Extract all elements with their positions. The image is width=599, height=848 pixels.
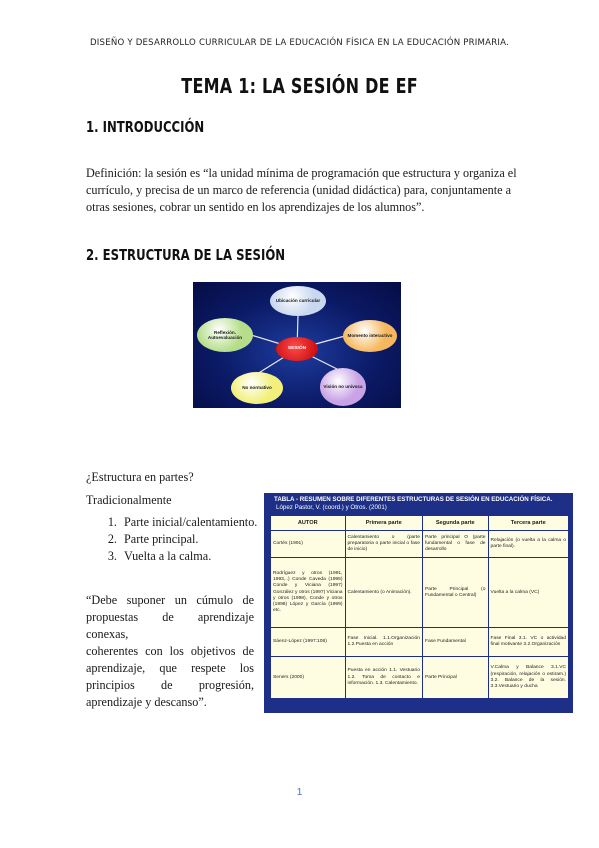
diagram-node-curricular: Ubicación curricular [270, 286, 326, 316]
table-cell: Vuelta a la calma (VC) [488, 558, 568, 628]
quote-line: coherentes con los objetivos de [86, 644, 254, 658]
table-cell: Parte Principal (o Fundamental o Central) [422, 558, 488, 628]
column-header: AUTOR [271, 516, 346, 531]
table-row [271, 531, 569, 558]
page-title: TEMA 1: LA SESIÓN DE EF [181, 74, 418, 98]
table-cell: Rodríguez y otros (1991, 1993,..) Conde Caveda (1995) Conde y Viciana (1997) González y otros (1997) Viciana y otros (1998), Conde y otros (1998) López y García (1999) etc. [271, 558, 346, 628]
table-cell: Fase Inicial. 1.1.Organización 1.2.Puesta en acción [345, 628, 422, 657]
question-text: ¿Estructura en partes? [86, 470, 194, 484]
table-cell: Seners (2000) [271, 657, 346, 699]
page-number: 1 [296, 787, 303, 798]
list-item: 1. Parte inicial/calentamiento. [120, 514, 257, 531]
page-header: DISEÑO Y DESARROLLO CURRICULAR DE LA EDUCACIÓN FÍSICA EN LA EDUCACIÓN PRIMARIA. [89, 38, 509, 48]
column-header: Segunda parte [422, 516, 488, 531]
column-header: Tercera parte [488, 516, 568, 531]
parts-list [100, 514, 257, 565]
definition-line: otras sesiones, cobrar un sentido en los aprendizajes de los alumnos”. [86, 200, 425, 214]
table-row [271, 628, 569, 657]
quote-line: aprendizaje y descanso”. [86, 695, 207, 709]
column-header: Primera parte [345, 516, 422, 531]
diagram-node-reflection: Reflexión. Autoevaluación [197, 318, 253, 352]
definition-line: Definición: la sesión es “la unidad mínima de programación que estructura y organiza el [86, 166, 517, 180]
definition-paragraph [86, 165, 526, 216]
quote-line: propuestas de aprendizaje conexas, [86, 610, 254, 641]
table-cell: Fase Fundamental [422, 628, 488, 657]
section-heading-introduction: 1. INTRODUCCIÓN [86, 118, 205, 136]
table-cell: Puesta en acción 1.1. Vestuario 1.2. Toma de contacto e información. 1.3. Calentamiento. [345, 657, 422, 699]
quote-line: aprendizaje, que respete los [86, 661, 254, 675]
list-item: 3. Vuelta a la calma. [120, 548, 257, 565]
table-cell: Calentamiento o (parte preparatoria o parte inicial o fase de inicio) [345, 531, 422, 558]
table-cell: Fase Final 3.1. VC o actividad final motivante 3.2.Organización [488, 628, 568, 657]
quote-line: “Debe suponer un cúmulo de [86, 593, 254, 607]
section-heading-structure: 2. ESTRUCTURA DE LA SESIÓN [86, 246, 286, 264]
table-cell: V.Calma y Balance 3.1.VC (respiración, relajación o estiram.) 3.2. Balance de la sesión. 3.3.Vestuario y ducha [488, 657, 568, 699]
table-header-row [271, 516, 569, 531]
traditional-label: Tradicionalmente [86, 493, 172, 507]
quote-paragraph [86, 592, 254, 711]
diagram-node-no-normativo: No normativo [231, 372, 283, 404]
list-item: 2. Parte principal. [120, 531, 257, 548]
quote-line: principios de progresión, [86, 678, 254, 692]
structures-table-figure [264, 493, 573, 713]
session-diagram [193, 282, 401, 408]
diagram-node-vision: Visión no unívoca [320, 368, 366, 406]
table-cell: Cortés (1991) [271, 531, 346, 558]
table-cell: Calentamiento (o Animación). [345, 558, 422, 628]
table-cell: Parte principal O (parte fundamental o fase de desarrollo [422, 531, 488, 558]
table-row [271, 657, 569, 699]
table-heading: TABLA - RESUMEN SOBRE DIFERENTES ESTRUCTURAS DE SESIÓN EN EDUCACIÓN FÍSICA. [274, 496, 553, 503]
table-cell: Parte Principal [422, 657, 488, 699]
definition-line: currículo, y precisa de un marco de referencia (unidad didáctica) para, conjuntamente a [86, 183, 511, 197]
table-source: López Pastor, V. (coord.) y Otros. (2001) [276, 504, 387, 511]
structures-table [270, 515, 569, 699]
table-cell: Sáenz-López (1997:108) [271, 628, 346, 657]
table-cell: Relajación (o vuelta a la calma o parte final). [488, 531, 568, 558]
diagram-node-session: SESIÓN [276, 337, 318, 361]
diagram-node-interactive: Momento interactivo [343, 320, 397, 352]
table-row [271, 558, 569, 628]
